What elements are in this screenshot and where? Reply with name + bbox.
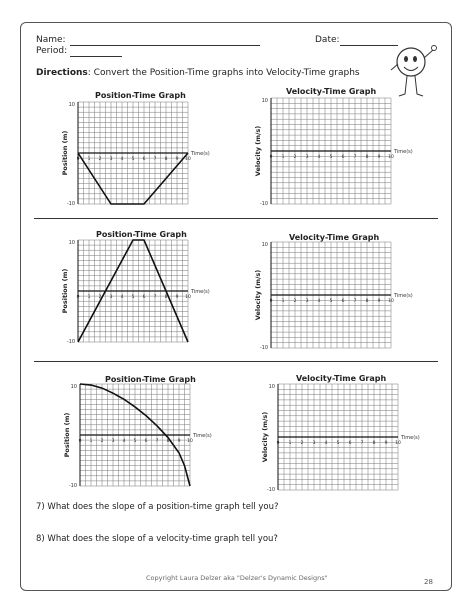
x-tick-label: 4 xyxy=(324,441,328,446)
x-tick-label: 7 xyxy=(353,299,357,304)
x-tick-label: 4 xyxy=(317,155,321,160)
x-tick-label: 2 xyxy=(300,441,304,446)
x-tick-label: 5 xyxy=(131,157,135,162)
y-axis-label: Velocity (m/s) xyxy=(254,125,262,177)
y-axis-label: Position (m) xyxy=(61,268,69,314)
y-axis-label: Position (m) xyxy=(61,130,69,176)
x-tick-label: 5 xyxy=(133,439,137,444)
directions-label: Directions xyxy=(36,68,88,78)
x-tick-label: 3 xyxy=(109,295,113,300)
x-tick-label: 10 xyxy=(388,155,394,160)
x-tick-label: 9 xyxy=(377,155,381,160)
y-tick-label: -10 xyxy=(66,201,75,207)
graph4-title: Velocity-Time Graph xyxy=(289,233,380,242)
x-tick-label: 1 xyxy=(281,155,285,160)
y-tick-label: -10 xyxy=(68,483,77,489)
x-tick-label: 7 xyxy=(153,157,157,162)
x-tick-label: 0 xyxy=(269,155,273,160)
x-tick-label: 5 xyxy=(329,299,333,304)
x-tick-label: 2 xyxy=(293,155,297,160)
x-tick-label: 1 xyxy=(87,295,91,300)
x-tick-label: 1 xyxy=(89,439,93,444)
graph5-title: Position-Time Graph xyxy=(105,375,196,384)
x-tick-label: 6 xyxy=(348,441,352,446)
graph3-title: Position-Time Graph xyxy=(96,230,187,239)
y-tick-label: 10 xyxy=(268,384,275,390)
x-tick-label: 2 xyxy=(98,157,102,162)
x-tick-label: 4 xyxy=(317,299,321,304)
x-tick-label: 9 xyxy=(384,441,388,446)
graph3-position-time xyxy=(58,236,218,346)
y-tick-label: 10 xyxy=(68,240,75,246)
x-tick-label: 4 xyxy=(120,295,124,300)
x-tick-label: 10 xyxy=(185,295,191,300)
x-tick-label: 0 xyxy=(269,299,273,304)
x-tick-label: 3 xyxy=(111,439,115,444)
x-tick-label: 9 xyxy=(377,299,381,304)
period-label: Period: xyxy=(36,46,68,56)
x-tick-label: 6 xyxy=(341,299,345,304)
x-tick-label: 2 xyxy=(98,295,102,300)
x-tick-label: 0 xyxy=(276,441,280,446)
x-tick-label: 8 xyxy=(372,441,376,446)
directions-text: : Convert the Position-Time graphs into Velocity-Time graphs xyxy=(87,68,360,78)
x-tick-label: 5 xyxy=(131,295,135,300)
y-tick-label: -10 xyxy=(259,345,268,351)
period-field[interactable] xyxy=(70,56,122,57)
x-tick-label: 3 xyxy=(305,299,309,304)
question-7: 7) What does the slope of a position-time graph tell you? xyxy=(36,502,279,512)
page-number: 28 xyxy=(424,578,433,586)
x-axis-label: Time(s) xyxy=(191,151,210,157)
x-tick-label: 2 xyxy=(293,299,297,304)
x-tick-label: 9 xyxy=(175,157,179,162)
x-tick-label: 4 xyxy=(122,439,126,444)
y-axis-label: Velocity (m/s) xyxy=(261,411,269,463)
x-axis-label: Time(s) xyxy=(394,149,413,155)
graph4-velocity-time[interactable] xyxy=(251,238,421,352)
y-tick-label: 10 xyxy=(70,384,77,390)
x-tick-label: 7 xyxy=(353,155,357,160)
x-axis-label: Time(s) xyxy=(191,289,210,295)
x-tick-label: 8 xyxy=(164,295,168,300)
x-tick-label: 5 xyxy=(329,155,333,160)
y-tick-label: -10 xyxy=(266,487,275,493)
y-axis-label: Position (m) xyxy=(63,412,71,458)
y-tick-label: -10 xyxy=(259,201,268,207)
y-tick-label: 10 xyxy=(261,242,268,248)
name-field[interactable] xyxy=(70,45,260,46)
x-tick-label: 10 xyxy=(395,441,401,446)
section-divider-1 xyxy=(34,218,438,219)
x-axis-label: Time(s) xyxy=(193,433,212,439)
section-divider-2 xyxy=(34,361,438,362)
x-tick-label: 6 xyxy=(144,439,148,444)
name-label: Name: xyxy=(36,35,66,45)
x-tick-label: 7 xyxy=(360,441,364,446)
x-tick-label: 6 xyxy=(341,155,345,160)
x-axis-label: Time(s) xyxy=(401,435,420,441)
date-label: Date: xyxy=(315,35,340,45)
x-tick-label: 9 xyxy=(175,295,179,300)
x-tick-label: 0 xyxy=(76,295,80,300)
x-tick-label: 10 xyxy=(185,157,191,162)
x-tick-label: 4 xyxy=(120,157,124,162)
x-tick-label: 3 xyxy=(305,155,309,160)
directions xyxy=(36,68,360,78)
x-tick-label: 3 xyxy=(109,157,113,162)
x-tick-label: 2 xyxy=(100,439,104,444)
x-tick-label: 3 xyxy=(312,441,316,446)
x-axis-label: Time(s) xyxy=(394,293,413,299)
x-tick-label: 5 xyxy=(336,441,340,446)
x-tick-label: 6 xyxy=(142,157,146,162)
y-tick-label: -10 xyxy=(66,339,75,345)
x-tick-label: 10 xyxy=(388,299,394,304)
graph5-position-time xyxy=(60,380,220,490)
x-tick-label: 8 xyxy=(166,439,170,444)
x-tick-label: 7 xyxy=(153,295,157,300)
graph1-title: Position-Time Graph xyxy=(95,91,186,100)
x-tick-label: 1 xyxy=(288,441,292,446)
x-tick-label: 0 xyxy=(78,439,82,444)
x-tick-label: 8 xyxy=(365,155,369,160)
graph6-velocity-time[interactable] xyxy=(258,380,428,494)
y-tick-label: 10 xyxy=(68,102,75,108)
copyright-text: Copyright Laura Delzer aka "Delzer's Dynamic Designs" xyxy=(146,574,328,582)
question-8: 8) What does the slope of a velocity-time graph tell you? xyxy=(36,534,278,544)
x-tick-label: 1 xyxy=(281,299,285,304)
y-axis-label: Velocity (m/s) xyxy=(254,269,262,321)
graph1-position-time xyxy=(58,98,218,208)
x-tick-label: 7 xyxy=(155,439,159,444)
x-tick-label: 9 xyxy=(177,439,181,444)
x-tick-label: 6 xyxy=(142,295,146,300)
graph6-title: Velocity-Time Graph xyxy=(296,374,387,383)
x-tick-label: 10 xyxy=(187,439,193,444)
x-tick-label: 8 xyxy=(164,157,168,162)
x-tick-label: 1 xyxy=(87,157,91,162)
x-tick-label: 0 xyxy=(76,157,80,162)
graph2-velocity-time[interactable] xyxy=(251,94,421,208)
y-tick-label: 10 xyxy=(261,98,268,104)
graph2-title: Velocity-Time Graph xyxy=(286,87,377,96)
x-tick-label: 8 xyxy=(365,299,369,304)
